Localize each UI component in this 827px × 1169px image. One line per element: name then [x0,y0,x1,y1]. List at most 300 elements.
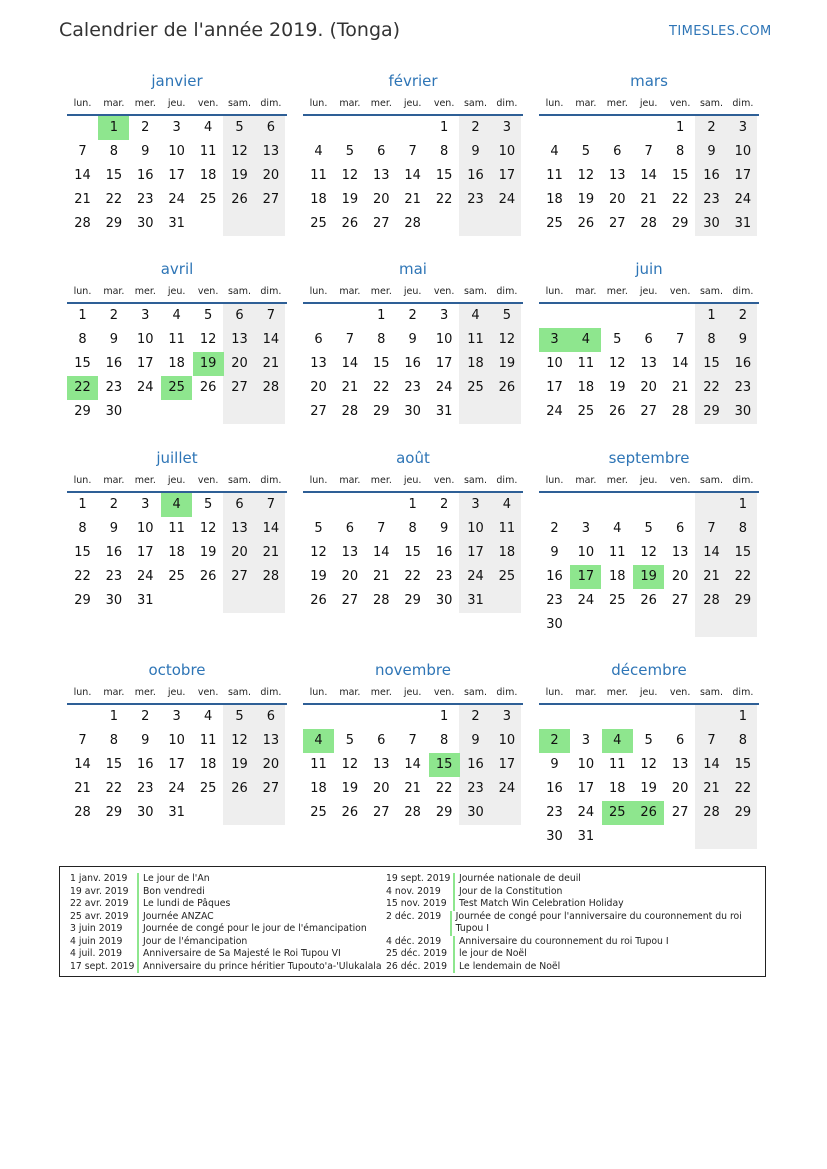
day-cell[interactable]: 25 [609,805,626,820]
day-cell[interactable]: 11 [199,144,217,159]
day-cell[interactable]: 7 [707,521,716,536]
day-cell[interactable]: 28 [373,593,390,608]
day-cell[interactable]: 18 [609,781,626,796]
day-cell[interactable]: 4 [502,497,512,512]
day-cell[interactable]: 25 [199,192,217,207]
day-cell[interactable]: 5 [345,144,355,159]
day-cell[interactable]: 9 [109,332,119,347]
day-cell[interactable]: 25 [467,380,484,395]
day-cell[interactable]: 16 [546,781,563,796]
day-cell[interactable]: 10 [577,545,595,560]
day-cell[interactable]: 1 [738,709,748,724]
day-cell[interactable]: 31 [734,216,752,231]
day-cell[interactable]: 24 [498,192,516,207]
day-cell[interactable]: 8 [78,521,87,536]
day-cell[interactable]: 9 [550,545,559,560]
day-cell[interactable]: 6 [644,332,653,347]
day-cell[interactable]: 20 [373,781,390,796]
day-cell[interactable]: 10 [168,733,185,748]
day-cell[interactable]: 12 [199,332,217,347]
day-cell[interactable]: 13 [310,356,327,371]
day-cell[interactable]: 27 [231,569,248,584]
day-cell[interactable]: 28 [703,593,720,608]
day-cell[interactable]: 14 [703,757,720,772]
day-cell[interactable]: 23 [105,569,123,584]
day-cell[interactable]: 24 [546,404,563,419]
day-cell[interactable]: 4 [203,120,213,135]
day-cell[interactable]: 26 [640,805,657,820]
day-cell[interactable]: 17 [546,380,563,395]
day-cell[interactable]: 2 [141,709,150,724]
day-cell[interactable]: 10 [168,144,185,159]
day-cell[interactable]: 30 [404,404,421,419]
day-cell[interactable]: 25 [498,569,516,584]
day-cell[interactable]: 22 [435,192,453,207]
day-cell[interactable]: 21 [703,781,720,796]
day-cell[interactable]: 26 [231,192,248,207]
day-cell[interactable]: 22 [373,380,390,395]
day-cell[interactable]: 20 [231,545,248,560]
day-cell[interactable]: 26 [577,216,595,231]
day-cell[interactable]: 17 [137,545,154,560]
day-cell[interactable]: 1 [109,120,119,135]
day-cell[interactable]: 6 [675,521,685,536]
day-cell[interactable]: 11 [168,332,185,347]
day-cell[interactable]: 24 [498,781,516,796]
day-cell[interactable]: 7 [707,733,716,748]
day-cell[interactable]: 2 [109,497,119,512]
day-cell[interactable]: 6 [235,308,244,323]
day-cell[interactable]: 24 [467,569,484,584]
day-cell[interactable]: 8 [675,144,685,159]
day-cell[interactable]: 27 [609,216,626,231]
day-cell[interactable]: 21 [703,569,720,584]
day-cell[interactable]: 5 [203,497,213,512]
day-cell[interactable]: 17 [734,168,752,183]
day-cell[interactable]: 8 [109,733,119,748]
day-cell[interactable]: 23 [546,593,563,608]
day-cell[interactable]: 16 [467,757,484,772]
day-cell[interactable]: 27 [231,380,248,395]
day-cell[interactable]: 1 [738,497,748,512]
day-cell[interactable]: 17 [577,781,595,796]
day-cell[interactable]: 11 [546,168,563,183]
day-cell[interactable]: 24 [435,380,453,395]
day-cell[interactable]: 3 [502,120,512,135]
day-cell[interactable]: 20 [231,356,248,371]
day-cell[interactable]: 9 [471,733,480,748]
day-cell[interactable]: 13 [609,168,626,183]
day-cell[interactable]: 29 [373,404,390,419]
day-cell[interactable]: 15 [74,356,91,371]
day-cell[interactable]: 1 [377,308,386,323]
day-cell[interactable]: 25 [310,216,327,231]
day-cell[interactable]: 2 [439,497,449,512]
day-cell[interactable]: 9 [141,733,150,748]
day-cell[interactable]: 22 [105,192,123,207]
day-cell[interactable]: 17 [467,545,484,560]
day-cell[interactable]: 13 [373,757,390,772]
day-cell[interactable]: 18 [467,356,484,371]
day-cell[interactable]: 19 [640,781,657,796]
day-cell[interactable]: 23 [467,192,484,207]
day-cell[interactable]: 23 [404,380,421,395]
day-cell[interactable]: 22 [734,569,752,584]
day-cell[interactable]: 13 [671,757,689,772]
day-cell[interactable]: 20 [262,757,280,772]
day-cell[interactable]: 26 [609,404,626,419]
day-cell[interactable]: 15 [373,356,390,371]
day-cell[interactable]: 3 [738,120,748,135]
day-cell[interactable]: 13 [231,521,248,536]
day-cell[interactable]: 7 [408,144,417,159]
day-cell[interactable]: 21 [404,781,421,796]
day-cell[interactable]: 27 [671,593,689,608]
day-cell[interactable]: 20 [262,168,280,183]
day-cell[interactable]: 17 [137,356,154,371]
day-cell[interactable]: 3 [141,308,150,323]
day-cell[interactable]: 18 [168,356,185,371]
day-cell[interactable]: 30 [435,593,453,608]
day-cell[interactable]: 7 [78,733,87,748]
day-cell[interactable]: 26 [341,216,359,231]
day-cell[interactable]: 25 [577,404,595,419]
day-cell[interactable]: 2 [550,733,559,748]
day-cell[interactable]: 27 [373,805,390,820]
day-cell[interactable]: 21 [640,192,657,207]
day-cell[interactable]: 19 [341,781,359,796]
day-cell[interactable]: 13 [341,545,359,560]
day-cell[interactable]: 4 [613,733,622,748]
day-cell[interactable]: 23 [105,380,123,395]
day-cell[interactable]: 29 [671,216,689,231]
day-cell[interactable]: 19 [310,569,327,584]
day-cell[interactable]: 16 [105,356,123,371]
day-cell[interactable]: 23 [467,781,484,796]
day-cell[interactable]: 7 [266,497,276,512]
day-cell[interactable]: 5 [644,733,653,748]
day-cell[interactable]: 29 [404,593,421,608]
day-cell[interactable]: 18 [199,168,217,183]
day-cell[interactable]: 13 [373,168,390,183]
day-cell[interactable]: 20 [341,569,359,584]
day-cell[interactable]: 8 [439,144,449,159]
day-cell[interactable]: 4 [203,709,213,724]
day-cell[interactable]: 1 [78,308,87,323]
day-cell[interactable]: 16 [435,545,453,560]
day-cell[interactable]: 17 [498,757,516,772]
day-cell[interactable]: 20 [310,380,327,395]
day-cell[interactable]: 22 [671,192,689,207]
day-cell[interactable]: 16 [703,168,720,183]
day-cell[interactable]: 19 [609,380,626,395]
day-cell[interactable]: 28 [262,569,280,584]
day-cell[interactable]: 2 [550,521,559,536]
day-cell[interactable]: 25 [168,569,185,584]
day-cell[interactable]: 28 [404,216,421,231]
day-cell[interactable]: 5 [345,733,355,748]
day-cell[interactable]: 31 [577,829,595,844]
day-cell[interactable]: 10 [498,733,516,748]
day-cell[interactable]: 19 [199,356,217,371]
day-cell[interactable]: 9 [550,757,559,772]
day-cell[interactable]: 7 [377,521,386,536]
day-cell[interactable]: 22 [74,380,91,395]
day-cell[interactable]: 3 [581,733,591,748]
day-cell[interactable]: 3 [172,709,181,724]
site-logo-link[interactable]: TIMESLES.COM [669,24,772,39]
day-cell[interactable]: 28 [703,805,720,820]
day-cell[interactable]: 10 [546,356,563,371]
day-cell[interactable]: 27 [640,404,657,419]
day-cell[interactable]: 19 [498,356,516,371]
day-cell[interactable]: 6 [377,733,386,748]
day-cell[interactable]: 14 [640,168,657,183]
day-cell[interactable]: 13 [640,356,657,371]
day-cell[interactable]: 29 [703,404,720,419]
day-cell[interactable]: 7 [78,144,87,159]
day-cell[interactable]: 29 [105,216,123,231]
day-cell[interactable]: 27 [341,593,359,608]
day-cell[interactable]: 26 [231,781,248,796]
day-cell[interactable]: 4 [471,308,480,323]
day-cell[interactable]: 19 [640,569,657,584]
day-cell[interactable]: 31 [137,593,154,608]
day-cell[interactable]: 1 [78,497,87,512]
day-cell[interactable]: 20 [671,569,689,584]
day-cell[interactable]: 19 [231,757,248,772]
day-cell[interactable]: 23 [703,192,720,207]
day-cell[interactable]: 28 [640,216,657,231]
day-cell[interactable]: 29 [734,805,752,820]
day-cell[interactable]: 31 [168,216,185,231]
day-cell[interactable]: 11 [168,521,185,536]
day-cell[interactable]: 21 [671,380,689,395]
day-cell[interactable]: 2 [109,308,119,323]
day-cell[interactable]: 1 [408,497,417,512]
day-cell[interactable]: 13 [262,733,280,748]
day-cell[interactable]: 18 [310,192,327,207]
day-cell[interactable]: 2 [471,709,480,724]
day-cell[interactable]: 5 [502,308,512,323]
day-cell[interactable]: 16 [137,168,154,183]
day-cell[interactable]: 10 [435,332,453,347]
day-cell[interactable]: 12 [640,757,657,772]
day-cell[interactable]: 4 [172,308,181,323]
day-cell[interactable]: 13 [671,545,689,560]
day-cell[interactable]: 9 [707,144,716,159]
day-cell[interactable]: 3 [141,497,150,512]
day-cell[interactable]: 11 [609,757,626,772]
day-cell[interactable]: 8 [439,733,449,748]
day-cell[interactable]: 24 [137,380,154,395]
day-cell[interactable]: 28 [74,216,91,231]
day-cell[interactable]: 14 [373,545,390,560]
day-cell[interactable]: 12 [231,733,248,748]
day-cell[interactable]: 29 [74,404,91,419]
day-cell[interactable]: 23 [137,781,154,796]
day-cell[interactable]: 4 [550,144,559,159]
day-cell[interactable]: 30 [137,805,154,820]
day-cell[interactable]: 3 [172,120,181,135]
day-cell[interactable]: 3 [581,521,591,536]
day-cell[interactable]: 15 [734,545,752,560]
day-cell[interactable]: 30 [546,617,563,632]
day-cell[interactable]: 20 [671,781,689,796]
day-cell[interactable]: 14 [74,168,91,183]
day-cell[interactable]: 6 [314,332,323,347]
day-cell[interactable]: 28 [74,805,91,820]
day-cell[interactable]: 13 [262,144,280,159]
day-cell[interactable]: 27 [262,781,280,796]
day-cell[interactable]: 1 [439,120,449,135]
day-cell[interactable]: 30 [703,216,720,231]
day-cell[interactable]: 30 [105,404,123,419]
day-cell[interactable]: 22 [74,569,91,584]
day-cell[interactable]: 10 [137,521,154,536]
day-cell[interactable]: 24 [168,192,185,207]
day-cell[interactable]: 1 [675,120,685,135]
day-cell[interactable]: 5 [235,709,244,724]
day-cell[interactable]: 26 [310,593,327,608]
day-cell[interactable]: 20 [609,192,626,207]
day-cell[interactable]: 15 [74,545,91,560]
day-cell[interactable]: 17 [168,168,185,183]
day-cell[interactable]: 18 [609,569,626,584]
day-cell[interactable]: 15 [703,356,720,371]
day-cell[interactable]: 8 [78,332,87,347]
day-cell[interactable]: 27 [671,805,689,820]
day-cell[interactable]: 24 [168,781,185,796]
day-cell[interactable]: 26 [341,805,359,820]
day-cell[interactable]: 16 [467,168,484,183]
day-cell[interactable]: 6 [266,709,276,724]
day-cell[interactable]: 30 [105,593,123,608]
day-cell[interactable]: 23 [546,805,563,820]
day-cell[interactable]: 7 [266,308,276,323]
day-cell[interactable]: 2 [141,120,150,135]
day-cell[interactable]: 20 [373,192,390,207]
day-cell[interactable]: 18 [498,545,516,560]
day-cell[interactable]: 4 [172,497,181,512]
day-cell[interactable]: 11 [467,332,484,347]
day-cell[interactable]: 18 [310,781,327,796]
day-cell[interactable]: 16 [734,356,752,371]
day-cell[interactable]: 6 [235,497,244,512]
day-cell[interactable]: 14 [341,356,359,371]
day-cell[interactable]: 2 [707,120,716,135]
day-cell[interactable]: 6 [266,120,276,135]
day-cell[interactable]: 8 [377,332,386,347]
day-cell[interactable]: 18 [168,545,185,560]
day-cell[interactable]: 7 [644,144,653,159]
day-cell[interactable]: 4 [581,332,591,347]
day-cell[interactable]: 9 [439,521,449,536]
day-cell[interactable]: 18 [199,757,217,772]
day-cell[interactable]: 16 [546,569,563,584]
day-cell[interactable]: 9 [738,332,748,347]
day-cell[interactable]: 10 [467,521,484,536]
day-cell[interactable]: 12 [341,757,359,772]
day-cell[interactable]: 21 [262,356,280,371]
day-cell[interactable]: 5 [235,120,244,135]
day-cell[interactable]: 28 [341,404,359,419]
day-cell[interactable]: 12 [199,521,217,536]
day-cell[interactable]: 11 [498,521,516,536]
day-cell[interactable]: 8 [738,733,748,748]
day-cell[interactable]: 11 [609,545,626,560]
day-cell[interactable]: 25 [310,805,327,820]
day-cell[interactable]: 18 [546,192,563,207]
day-cell[interactable]: 27 [373,216,390,231]
day-cell[interactable]: 22 [435,781,453,796]
day-cell[interactable]: 5 [644,521,653,536]
day-cell[interactable]: 6 [613,144,622,159]
day-cell[interactable]: 2 [471,120,480,135]
day-cell[interactable]: 17 [435,356,453,371]
day-cell[interactable]: 5 [314,521,323,536]
day-cell[interactable]: 8 [707,332,716,347]
day-cell[interactable]: 24 [137,569,154,584]
day-cell[interactable]: 6 [345,521,355,536]
day-cell[interactable]: 2 [408,308,417,323]
day-cell[interactable]: 17 [498,168,516,183]
day-cell[interactable]: 7 [675,332,685,347]
day-cell[interactable]: 19 [231,168,248,183]
day-cell[interactable]: 24 [577,593,595,608]
day-cell[interactable]: 27 [262,192,280,207]
day-cell[interactable]: 11 [310,757,327,772]
day-cell[interactable]: 6 [675,733,685,748]
day-cell[interactable]: 7 [408,733,417,748]
day-cell[interactable]: 12 [310,545,327,560]
day-cell[interactable]: 14 [404,757,421,772]
day-cell[interactable]: 12 [341,168,359,183]
day-cell[interactable]: 25 [609,593,626,608]
day-cell[interactable]: 22 [105,781,123,796]
day-cell[interactable]: 12 [577,168,595,183]
day-cell[interactable]: 5 [581,144,591,159]
day-cell[interactable]: 21 [341,380,359,395]
day-cell[interactable]: 16 [404,356,421,371]
day-cell[interactable]: 20 [640,380,657,395]
day-cell[interactable]: 22 [404,569,421,584]
day-cell[interactable]: 14 [262,332,280,347]
day-cell[interactable]: 12 [609,356,626,371]
day-cell[interactable]: 22 [703,380,720,395]
day-cell[interactable]: 21 [74,192,91,207]
day-cell[interactable]: 28 [404,805,421,820]
day-cell[interactable]: 10 [577,757,595,772]
day-cell[interactable]: 11 [577,356,595,371]
day-cell[interactable]: 3 [550,332,559,347]
day-cell[interactable]: 16 [105,545,123,560]
day-cell[interactable]: 13 [231,332,248,347]
day-cell[interactable]: 3 [439,308,449,323]
day-cell[interactable]: 26 [199,380,217,395]
day-cell[interactable]: 8 [738,521,748,536]
day-cell[interactable]: 5 [203,308,213,323]
day-cell[interactable]: 21 [74,781,91,796]
day-cell[interactable]: 23 [435,569,453,584]
day-cell[interactable]: 15 [105,757,123,772]
day-cell[interactable]: 23 [734,380,752,395]
day-cell[interactable]: 12 [231,144,248,159]
day-cell[interactable]: 15 [671,168,689,183]
day-cell[interactable]: 23 [137,192,154,207]
day-cell[interactable]: 21 [262,545,280,560]
day-cell[interactable]: 3 [502,709,512,724]
